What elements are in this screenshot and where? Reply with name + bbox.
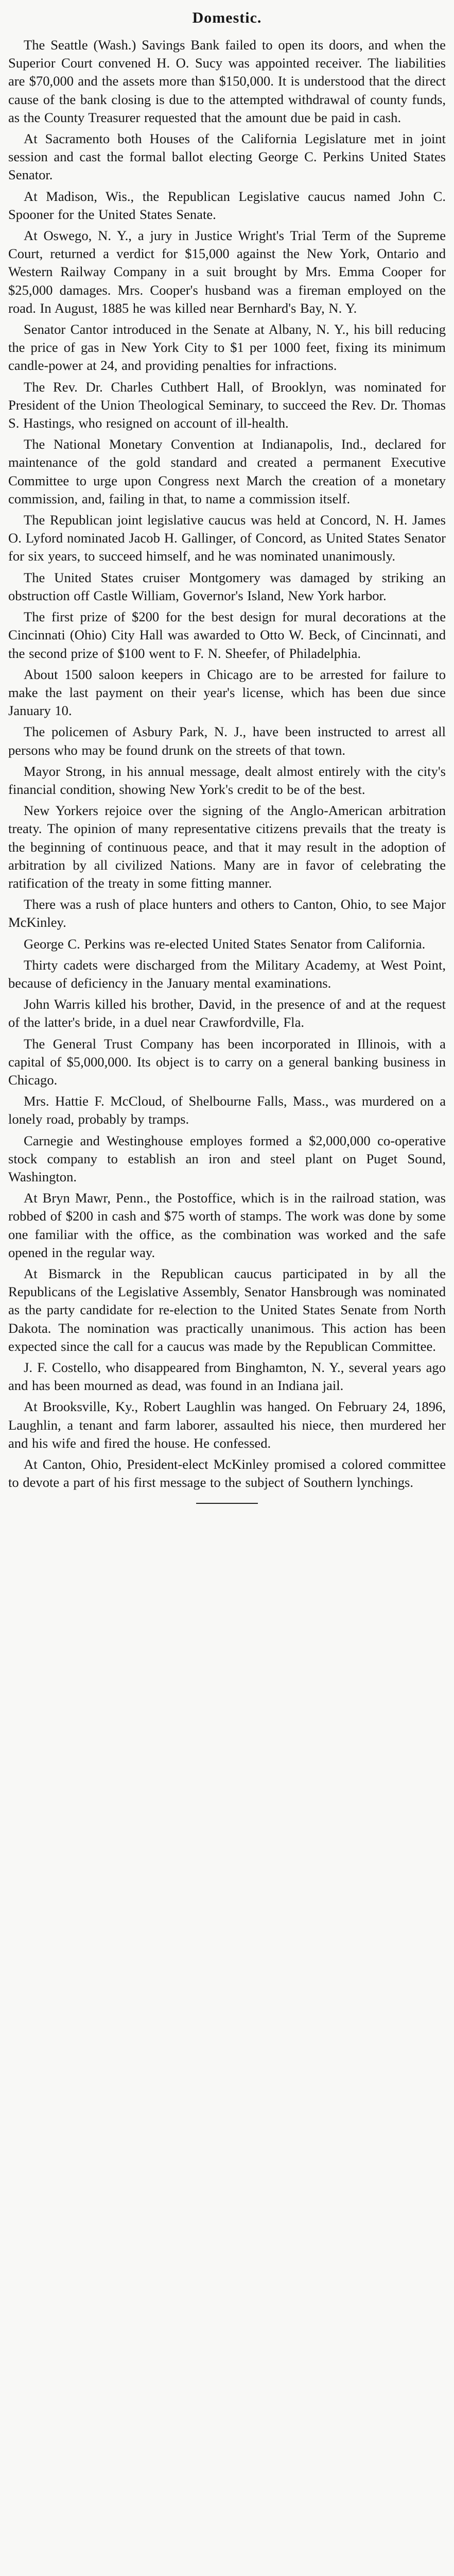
- news-item: The first prize of $200 for the best design for mural decorations at the Cincinnati (Ohio) City Hall was awarded to Otto W. Beck, of Cincinnati, and the second prize of $100 went to F. N. Sheefer, of Philadelphia.: [8, 609, 446, 661]
- news-item: At Bryn Mawr, Penn., the Postoffice, which is in the railroad station, was robbed of $200 in cash and $75 worth of stamps. The work was done by some one familiar with the office, as the combination was worked and the safe opened in the regular way.: [8, 1190, 446, 1260]
- news-item: Carnegie and Westinghouse employes formed a $2,000,000 co-operative stock company to establish an iron and steel plant on Puget Sound, Washington.: [8, 1132, 446, 1184]
- news-item: The Republican joint legislative caucus was held at Concord, N. H. James O. Lyford nominated Jacob H. Gallinger, of Concord, as United States Senator for six years, to succeed himself, and he was nominated unanimously.: [8, 512, 446, 564]
- news-item: At Bismarck in the Republican caucus participated in by all the Republicans of the Legislative Assembly, Senator Hansbrough was nominated as the party candidate for re-election to the United States Senate from North Dakota. The nomination was practically unanimous. This action has been expected since the call for a caucus was made by the Republican Committee.: [8, 1266, 446, 1354]
- news-item: New Yorkers rejoice over the signing of the Anglo-American arbitration treaty. The opinion of many representative citizens prevails that the treaty is the beginning of continuous peace, and that it may result in the adoption of arbitration by all civilized Nations. Many are in favor of celebrating the ratification of the treaty in some fitting manner.: [8, 803, 446, 891]
- section-heading: Domestic.: [192, 9, 262, 26]
- news-item: The United States cruiser Montgomery was damaged by striking an obstruction off Castle William, Governor's Island, New York harbor.: [8, 569, 446, 603]
- news-item: There was a rush of place hunters and others to Canton, Ohio, to see Major McKinley.: [8, 896, 446, 930]
- news-item: At Brooksville, Ky., Robert Laughlin was hanged. On February 24, 1896, Laughlin, a tenant and farm laborer, assaulted his niece, then murdered her and his wife and fired the house. He confessed.: [8, 1399, 446, 1451]
- section-separator: [196, 1503, 258, 1504]
- news-item: Mrs. Hattie F. McCloud, of Shelbourne Falls, Mass., was murdered on a lonely road, probably by tramps.: [8, 1093, 446, 1127]
- news-item: The General Trust Company has been incorporated in Illinois, with a capital of $5,000,000. Its object is to carry on a general banking business in Chicago.: [8, 1036, 446, 1088]
- news-item: The Seattle (Wash.) Savings Bank failed to open its doors, and when the Superior Court convened H. O. Sucy was appointed receiver. The liabilities are $70,000 and the assets more than $150,000. It is understood that the direct cause of the bank closing is due to the attempted withdrawal of county funds, as the County Treasurer requested that the amount due be paid in cash.: [8, 37, 446, 125]
- news-item: The National Monetary Convention at Indianapolis, Ind., declared for maintenance of the gold standard and created a permanent Executive Committee to urge upon Congress next March the creation of a monetary commission, and, failing in that, to name a commission itself.: [8, 436, 446, 506]
- news-item: At Sacramento both Houses of the California Legislature met in joint session and cast the formal ballot electing George C. Perkins United States Senator.: [8, 131, 446, 183]
- news-item: Thirty cadets were discharged from the Military Academy, at West Point, because of deficiency in the January mental examinations.: [8, 957, 446, 991]
- news-item: John Warris killed his brother, David, in the presence of and at the request of the latter's bride, in a duel near Crawfordville, Fla.: [8, 996, 446, 1030]
- news-item: Senator Cantor introduced in the Senate at Albany, N. Y., his bill reducing the price of gas in New York City to $1 per 1000 feet, fixing its minimum candle-power at 24, and providing penalties for infractions.: [8, 321, 446, 374]
- news-items: [8, 36, 446, 1492]
- news-item: J. F. Costello, who disappeared from Binghamton, N. Y., several years ago and has been mourned as dead, was found in an Indiana jail.: [8, 1360, 446, 1394]
- news-item: The policemen of Asbury Park, N. J., have been instructed to arrest all persons who may be found drunk on the streets of that town.: [8, 724, 446, 758]
- news-item: At Canton, Ohio, President-elect McKinley promised a colored committee to devote a part of his first message to the subject of Southern lynchings.: [8, 1456, 446, 1490]
- news-item: The Rev. Dr. Charles Cuthbert Hall, of Brooklyn, was nominated for President of the Union Theological Seminary, to succeed the Rev. Dr. Thomas S. Hastings, who resigned on account of ill-health.: [8, 379, 446, 431]
- news-item: At Oswego, N. Y., a jury in Justice Wright's Trial Term of the Supreme Court, returned a verdict for $15,000 against the New York, Ontario and Western Railway Company in a suit brought by Mrs. Emma Cooper for $25,000 damages. Mrs. Cooper's husband was a fireman employed on the road. In August, 1885 he was killed near Bernhard's Bay, N. Y.: [8, 228, 446, 316]
- news-item: At Madison, Wis., the Republican Legislative caucus named John C. Spooner for the United States Senate.: [8, 188, 446, 222]
- news-item: About 1500 saloon keepers in Chicago are to be arrested for failure to make the last payment on their year's license, which has been due since January 10.: [8, 666, 446, 719]
- news-item: George C. Perkins was re-elected United States Senator from California.: [24, 936, 426, 952]
- news-item: Mayor Strong, in his annual message, dealt almost entirely with the city's financial condition, showing New York's credit to be of the best.: [8, 763, 446, 797]
